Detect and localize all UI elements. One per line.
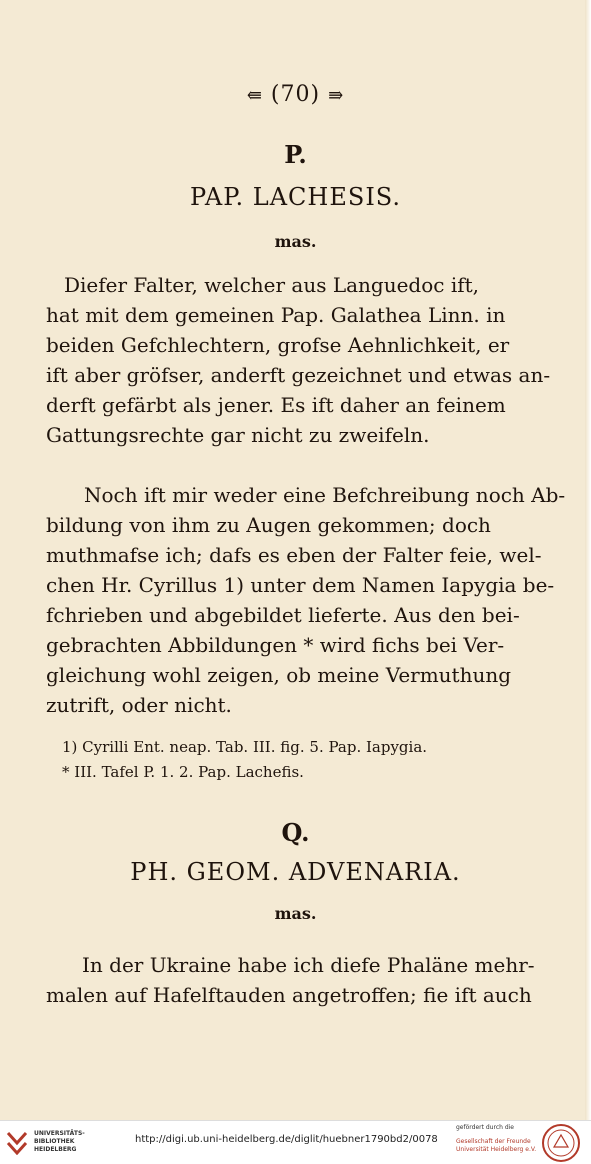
section-letter-q: Q.	[281, 818, 310, 847]
text-line: beiden Gefchlechtern, grofse Aehnlichkeit, er	[46, 333, 510, 357]
text-line: Diefer Falter, welcher aus Languedoc ift,	[64, 273, 480, 297]
sex-label-2: mas.	[274, 904, 317, 923]
library-name-line: UNIVERSITÄTS-	[34, 1130, 85, 1137]
text-line: derft gefärbt als jener. Es ift daher an feinem	[46, 393, 506, 417]
text-line: gleichung wohl zeigen, ob meine Vermuthung	[46, 663, 512, 687]
sex-label-1: mas.	[274, 232, 317, 251]
page-number-text: (70)	[270, 82, 321, 107]
footnotes	[62, 735, 542, 785]
text-line: ift aber gröfser, anderft gezeichnet und etwas an-	[46, 363, 551, 387]
permalink-url[interactable]: http://digi.ub.uni-heidelberg.de/diglit/huebner1790bd2/0078	[135, 1134, 438, 1145]
library-name	[34, 1130, 85, 1154]
university-seal-icon	[541, 1123, 581, 1163]
text-line: fchrieben und abgebildet lieferte. Aus den bei-	[46, 603, 520, 627]
library-name-line: HEIDELBERG	[34, 1146, 77, 1153]
society-name-line: Universität Heidelberg e.V.	[456, 1146, 537, 1153]
viewer-footer	[0, 1120, 591, 1164]
ornament-right-icon: ⇛	[328, 85, 345, 106]
text-line: zutrift, oder nicht.	[46, 693, 232, 717]
species-title-lachesis: PAP. LACHESIS.	[189, 183, 402, 211]
paragraph-lachesis-1	[46, 270, 551, 450]
text-line: chen Hr. Cyrillus 1) unter dem Namen Iapygia be-	[46, 573, 555, 597]
footnote-line: * III. Tafel P. 1. 2. Pap. Lachefis.	[62, 763, 304, 781]
footnote-line: 1) Cyrilli Ent. neap. Tab. III. fig. 5. Pap. Iapygia.	[62, 738, 428, 756]
society-name-line: Gesellschaft der Freunde	[456, 1138, 531, 1145]
text-line: Noch ift mir weder eine Befchreibung noch Ab-	[84, 483, 566, 507]
paragraph-lachesis-2	[46, 480, 566, 720]
text-line: hat mit dem gemeinen Pap. Galathea Linn. in	[46, 303, 506, 327]
text-line: malen auf Hafelftauden angetroffen; fie ift auch	[46, 983, 532, 1007]
text-line: Gattungsrechte gar nicht zu zweifeln.	[46, 423, 430, 447]
text-line: bildung von ihm zu Augen gekommen; doch	[46, 513, 491, 537]
text-line: gebrachten Abbildungen * wird fichs bei Ver-	[46, 633, 505, 657]
text-line: muthmafse ich; dafs es eben der Falter feie, wel-	[46, 543, 542, 567]
funded-by-label: gefördert durch die	[456, 1124, 514, 1131]
paragraph-advenaria-1	[46, 950, 540, 1010]
library-name-line: BIBLIOTHEK	[34, 1138, 75, 1145]
ornament-left-icon: ⇚	[246, 85, 263, 106]
funding-note	[456, 1124, 536, 1154]
text-line: In der Ukraine habe ich diefe Phaläne mehr-	[82, 953, 535, 977]
species-title-advenaria: PH. GEOM. ADVENARIA.	[130, 858, 461, 886]
section-letter-p: P.	[284, 140, 307, 169]
library-logo-icon	[6, 1129, 28, 1155]
page-number	[0, 82, 591, 107]
